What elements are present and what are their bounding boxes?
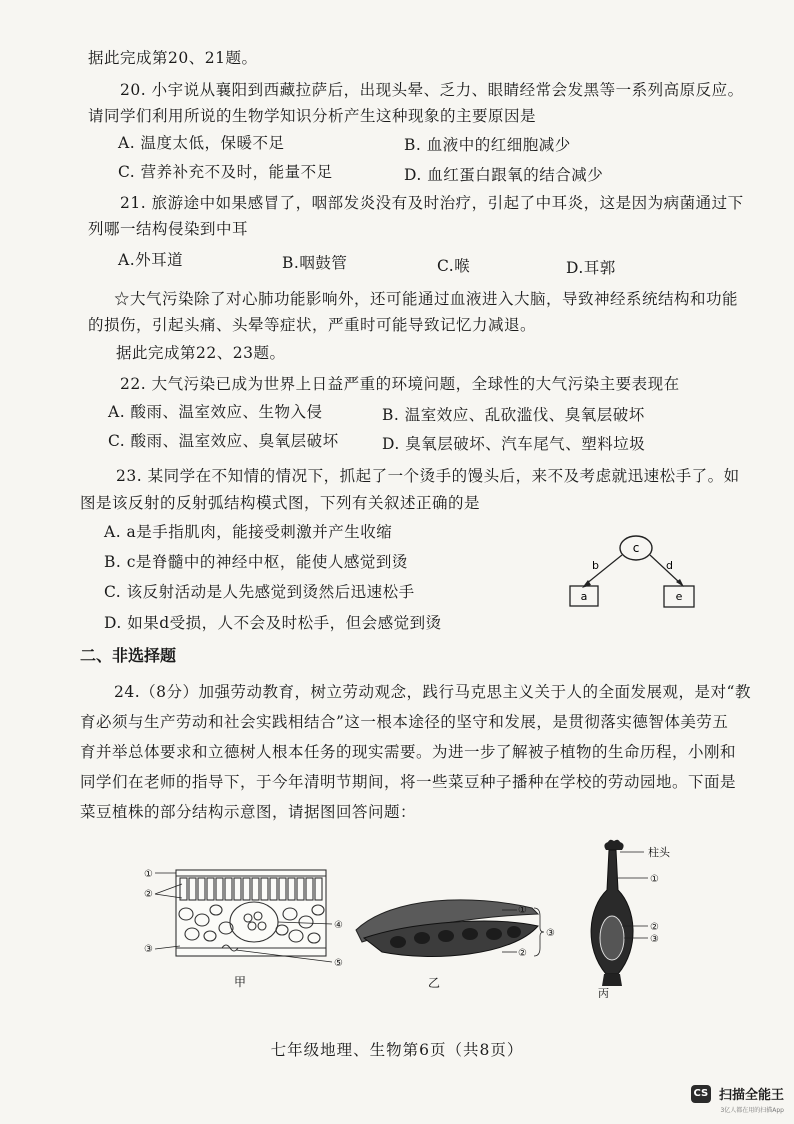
- q24-line1: 24.（8分）加强劳动教育，树立劳动观念，践行马克思主义关于人的全面发展观，是对“教: [114, 683, 751, 701]
- q21-stem-line1: 21. 旅游途中如果感冒了，咽部发炎没有及时治疗，引起了中耳炎，这是因为病菌通过下: [120, 194, 744, 212]
- q22-option-b: B. 温室效应、乱砍滥伐、臭氧层破坏: [382, 406, 645, 424]
- section-title: 二、非选择题: [80, 646, 177, 665]
- yi-caption: 乙: [428, 976, 441, 990]
- q20-option-c: C. 营养补充不及时，能量不足: [118, 163, 333, 181]
- scanner-tagline: 3亿人都在用的扫描App: [720, 1107, 784, 1114]
- intro-22-23: 据此完成第22、23题。: [116, 344, 286, 362]
- q21-option-b: B.咽鼓管: [282, 254, 348, 272]
- intro-20-21: 据此完成第20、21题。: [88, 49, 258, 67]
- q24-line4: 同学们在老师的指导下，于今年清明节期间，将一些菜豆种子播种在学校的劳动园地。下面是: [80, 773, 737, 791]
- q23-option-a: A. a是手指肌肉，能接受刺激并产生收缩: [104, 523, 393, 541]
- jia-label-1: ①: [144, 869, 153, 880]
- label-e: e: [675, 590, 683, 603]
- q22-option-a: A. 酸雨、温室效应、生物入侵: [108, 403, 323, 421]
- q22-option-c: C. 酸雨、温室效应、臭氧层破坏: [108, 432, 339, 450]
- label-c: c: [632, 541, 640, 555]
- bing-label-3: ③: [650, 934, 659, 945]
- figure-jia-leaf-section: [140, 862, 355, 992]
- stigma: [604, 840, 623, 850]
- yi-label-3: ③: [546, 928, 555, 939]
- jia-label-2: ②: [144, 889, 153, 900]
- q20-stem-line1: 20. 小宇说从襄阳到西藏拉萨后，出现头晕、乏力、眼睛经常会发黑等一系列高原反应。: [120, 81, 744, 99]
- scanner-watermark: [691, 1083, 784, 1114]
- label-d: d: [666, 559, 673, 572]
- reflex-arc-diagram: [560, 528, 710, 618]
- passage-line2: 的损伤，引起头痛、头晕等症状，严重时可能导致记忆力减退。: [88, 316, 537, 334]
- bing-caption: 丙: [598, 987, 609, 998]
- yi-label-2: ②: [518, 948, 527, 959]
- q23-stem-line2: 图是该反射的反射弧结构模式图，下列有关叙述正确的是: [80, 494, 481, 512]
- q21-option-d: D.耳郭: [566, 259, 616, 277]
- ovule: [600, 916, 624, 960]
- q21-stem-line2: 列哪一结构侵染到中耳: [88, 220, 249, 238]
- q20-option-a: A. 温度太低，保暖不足: [118, 134, 285, 152]
- receptacle: [602, 974, 622, 986]
- scanner-app-name: 扫描全能王: [718, 1088, 784, 1103]
- yi-label-1: ①: [518, 905, 527, 916]
- q21-option-c: C.喉: [437, 257, 471, 275]
- jia-label-5: ⑤: [334, 958, 343, 969]
- label-b: b: [592, 559, 599, 572]
- passage-line1: ☆大气污染除了对心肺功能影响外，还可能通过血液进入大脑，导致神经系统结构和功能: [114, 290, 739, 308]
- q20-option-d: D. 血红蛋白跟氧的结合减少: [404, 166, 604, 184]
- q22-stem: 22. 大气污染已成为世界上日益严重的环境问题，全球性的大气污染主要表现在: [120, 375, 680, 393]
- q23-stem-line1: 23. 某同学在不知情的情况下，抓起了一个烫手的馒头后，来不及考虑就迅速松手了。如: [116, 467, 740, 485]
- scanner-logo-icon: CS: [691, 1085, 711, 1103]
- q23-option-c: C. 该反射活动是人先感觉到烫然后迅速松手: [104, 583, 415, 601]
- q21-option-a: A.外耳道: [118, 251, 184, 269]
- q24-line3: 育并举总体要求和立德树人根本任务的现实需要。为进一步了解被子植物的生命历程，小刚和: [80, 743, 737, 761]
- q24-line2: 育必须与生产劳动和社会实践相结合”这一根本途径的坚守和发展，是贯彻落实德智体美劳五: [80, 713, 729, 731]
- page-footer: 七年级地理、生物第6页（共8页）: [270, 1041, 524, 1059]
- bing-label-2: ②: [650, 922, 659, 933]
- jia-label-3: ③: [144, 944, 153, 955]
- figure-bing-pistil: [578, 838, 698, 998]
- q23-option-d: D. 如果d受损，人不会及时松手，但会感觉到烫: [104, 614, 442, 632]
- q22-option-d: D. 臭氧层破坏、汽车尾气、塑料垃圾: [382, 435, 646, 453]
- q24-line5: 菜豆植株的部分结构示意图，请据图回答问题：: [80, 803, 417, 821]
- q23-option-b: B. c是脊髓中的神经中枢，能使人感觉到烫: [104, 553, 408, 571]
- label-a: a: [580, 590, 588, 603]
- bing-label-1: ①: [650, 874, 659, 885]
- jia-caption: 甲: [234, 975, 247, 989]
- q20-stem-line2: 请同学们利用所说的生物学知识分析产生这种现象的主要原因是: [88, 107, 537, 125]
- arrow-d: [650, 555, 680, 583]
- bing-label-stigma: 柱头: [648, 846, 670, 859]
- figure-yi-bean-pod: [352, 886, 577, 991]
- jia-label-4: ④: [334, 920, 343, 931]
- q20-option-b: B. 血液中的红细胞减少: [404, 136, 571, 154]
